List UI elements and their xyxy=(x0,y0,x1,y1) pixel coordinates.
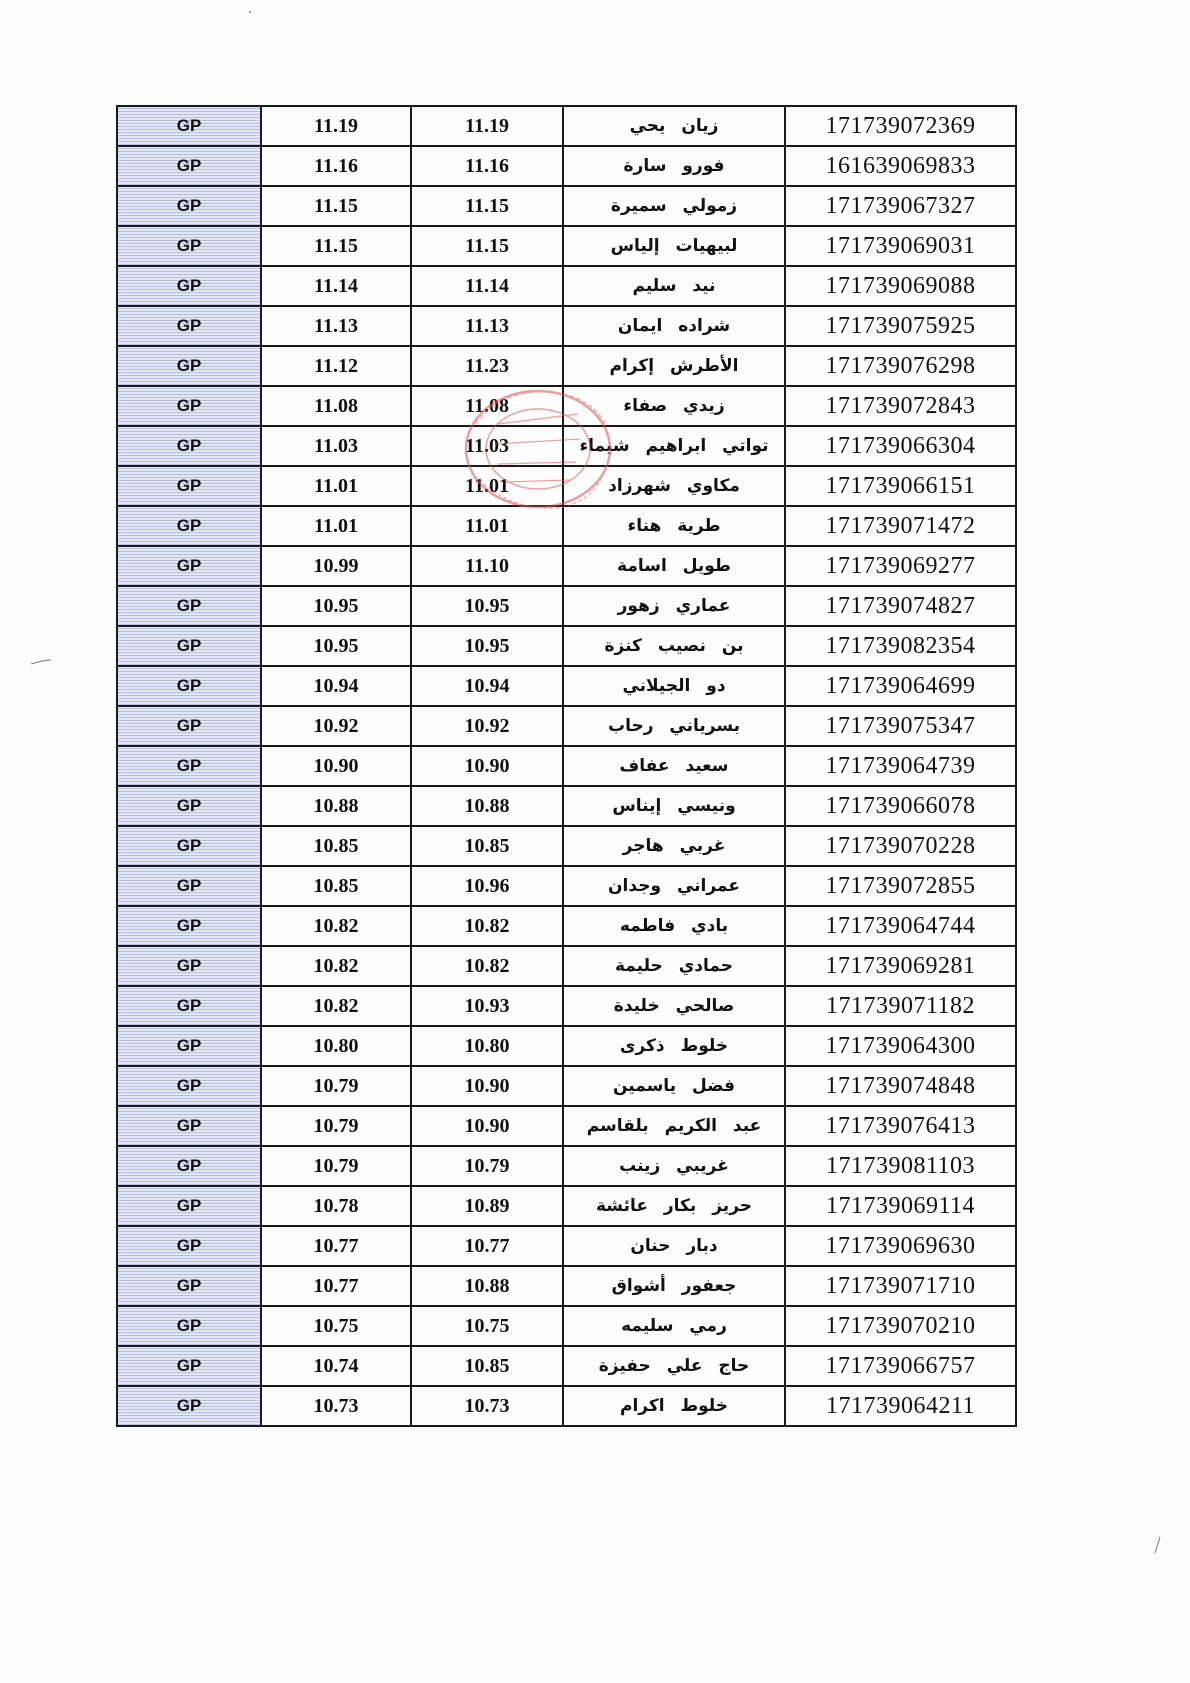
score-a-cell: 11.16 xyxy=(261,146,411,186)
table-row xyxy=(117,386,1016,426)
table-row xyxy=(117,466,1016,506)
status-cell: GP xyxy=(117,306,261,346)
score-b-cell: 11.01 xyxy=(411,466,563,506)
id-cell: 171739069630 xyxy=(785,1226,1016,1266)
status-cell: GP xyxy=(117,146,261,186)
score-a-cell: 10.79 xyxy=(261,1106,411,1146)
status-cell: GP xyxy=(117,826,261,866)
name-cell: صالحي خليدة xyxy=(563,986,785,1026)
status-cell: GP xyxy=(117,786,261,826)
table-row xyxy=(117,826,1016,866)
table-row xyxy=(117,146,1016,186)
score-a-cell: 10.78 xyxy=(261,1186,411,1226)
status-cell: GP xyxy=(117,1226,261,1266)
id-cell: 171739069281 xyxy=(785,946,1016,986)
status-cell: GP xyxy=(117,546,261,586)
score-b-cell: 10.94 xyxy=(411,666,563,706)
status-cell: GP xyxy=(117,346,261,386)
status-cell: GP xyxy=(117,466,261,506)
table-row xyxy=(117,786,1016,826)
score-a-cell: 11.19 xyxy=(261,106,411,146)
score-b-cell: 10.88 xyxy=(411,1266,563,1306)
id-cell: 171739074827 xyxy=(785,586,1016,626)
score-a-cell: 11.13 xyxy=(261,306,411,346)
score-a-cell: 10.73 xyxy=(261,1386,411,1426)
table-row xyxy=(117,1226,1016,1266)
id-cell: 171739067327 xyxy=(785,186,1016,226)
score-b-cell: 10.95 xyxy=(411,586,563,626)
id-cell: 171739072369 xyxy=(785,106,1016,146)
table-row xyxy=(117,986,1016,1026)
table-row xyxy=(117,506,1016,546)
id-cell: 171739066757 xyxy=(785,1346,1016,1386)
score-b-cell: 10.93 xyxy=(411,986,563,1026)
id-cell: 171739066078 xyxy=(785,786,1016,826)
score-a-cell: 11.12 xyxy=(261,346,411,386)
scan-artifact-right xyxy=(1152,1536,1162,1554)
table-row xyxy=(117,866,1016,906)
score-b-cell: 10.73 xyxy=(411,1386,563,1426)
score-b-cell: 11.03 xyxy=(411,426,563,466)
score-b-cell: 11.15 xyxy=(411,186,563,226)
name-cell: طرية هناء xyxy=(563,506,785,546)
status-cell: GP xyxy=(117,1146,261,1186)
status-cell: GP xyxy=(117,746,261,786)
name-cell: سعيد عفاف xyxy=(563,746,785,786)
status-cell: GP xyxy=(117,106,261,146)
table-row xyxy=(117,746,1016,786)
name-cell: ونيسي إيناس xyxy=(563,786,785,826)
name-cell: دو الجيلاني xyxy=(563,666,785,706)
id-cell: 171739072855 xyxy=(785,866,1016,906)
name-cell: رمي سليمه xyxy=(563,1306,785,1346)
name-cell: غربي هاجر xyxy=(563,826,785,866)
name-cell: دبار حنان xyxy=(563,1226,785,1266)
id-cell: 171739082354 xyxy=(785,626,1016,666)
id-cell: 171739070210 xyxy=(785,1306,1016,1346)
score-b-cell: 11.23 xyxy=(411,346,563,386)
score-b-cell: 10.95 xyxy=(411,626,563,666)
score-a-cell: 10.94 xyxy=(261,666,411,706)
score-b-cell: 11.13 xyxy=(411,306,563,346)
id-cell: 171739064699 xyxy=(785,666,1016,706)
score-b-cell: 11.19 xyxy=(411,106,563,146)
score-a-cell: 10.82 xyxy=(261,946,411,986)
score-a-cell: 10.80 xyxy=(261,1026,411,1066)
score-a-cell: 11.01 xyxy=(261,506,411,546)
name-cell: فورو سارة xyxy=(563,146,785,186)
table-row xyxy=(117,1066,1016,1106)
name-cell: خلوط ذكرى xyxy=(563,1026,785,1066)
score-a-cell: 10.95 xyxy=(261,586,411,626)
id-cell: 161639069833 xyxy=(785,146,1016,186)
score-a-cell: 11.08 xyxy=(261,386,411,426)
name-cell: زمولي سميرة xyxy=(563,186,785,226)
id-cell: 171739072843 xyxy=(785,386,1016,426)
id-cell: 171739071182 xyxy=(785,986,1016,1026)
score-a-cell: 10.88 xyxy=(261,786,411,826)
score-b-cell: 10.80 xyxy=(411,1026,563,1066)
status-cell: GP xyxy=(117,1386,261,1426)
score-a-cell: 10.85 xyxy=(261,866,411,906)
name-cell: شراده ايمان xyxy=(563,306,785,346)
table-row xyxy=(117,1306,1016,1346)
score-a-cell: 10.77 xyxy=(261,1266,411,1306)
score-b-cell: 10.90 xyxy=(411,746,563,786)
score-a-cell: 10.74 xyxy=(261,1346,411,1386)
id-cell: 171739076298 xyxy=(785,346,1016,386)
name-cell: بن نصيب كنزة xyxy=(563,626,785,666)
name-cell: عبد الكريم بلقاسم xyxy=(563,1106,785,1146)
score-a-cell: 10.99 xyxy=(261,546,411,586)
name-cell: لبيهيات إلياس xyxy=(563,226,785,266)
name-cell: الأطرش إكرام xyxy=(563,346,785,386)
table-row xyxy=(117,1346,1016,1386)
score-a-cell: 10.95 xyxy=(261,626,411,666)
table-row xyxy=(117,346,1016,386)
table-row xyxy=(117,1186,1016,1226)
id-cell: 171739066304 xyxy=(785,426,1016,466)
status-cell: GP xyxy=(117,866,261,906)
score-a-cell: 11.01 xyxy=(261,466,411,506)
score-a-cell: 10.92 xyxy=(261,706,411,746)
score-a-cell: 10.90 xyxy=(261,746,411,786)
name-cell: زيان يحي xyxy=(563,106,785,146)
name-cell: زيدي صفاء xyxy=(563,386,785,426)
status-cell: GP xyxy=(117,1186,261,1226)
id-cell: 171739071710 xyxy=(785,1266,1016,1306)
score-b-cell: 10.75 xyxy=(411,1306,563,1346)
score-b-cell: 11.14 xyxy=(411,266,563,306)
id-cell: 171739066151 xyxy=(785,466,1016,506)
id-cell: 171739069114 xyxy=(785,1186,1016,1226)
status-cell: GP xyxy=(117,1026,261,1066)
status-cell: GP xyxy=(117,1306,261,1346)
score-b-cell: 10.88 xyxy=(411,786,563,826)
score-b-cell: 10.96 xyxy=(411,866,563,906)
id-cell: 171739069031 xyxy=(785,226,1016,266)
score-b-cell: 11.16 xyxy=(411,146,563,186)
scan-artifact-left xyxy=(30,658,52,666)
status-cell: GP xyxy=(117,986,261,1026)
table-row xyxy=(117,706,1016,746)
score-b-cell: 10.77 xyxy=(411,1226,563,1266)
status-cell: GP xyxy=(117,706,261,746)
name-cell: جعفور أشواق xyxy=(563,1266,785,1306)
status-cell: GP xyxy=(117,1266,261,1306)
score-b-cell: 10.85 xyxy=(411,1346,563,1386)
table-row xyxy=(117,426,1016,466)
table-row xyxy=(117,266,1016,306)
score-b-cell: 10.82 xyxy=(411,906,563,946)
table-row xyxy=(117,1266,1016,1306)
score-a-cell: 10.85 xyxy=(261,826,411,866)
id-cell: 171739069088 xyxy=(785,266,1016,306)
table-row xyxy=(117,546,1016,586)
status-cell: GP xyxy=(117,906,261,946)
id-cell: 171739076413 xyxy=(785,1106,1016,1146)
score-b-cell: 10.92 xyxy=(411,706,563,746)
table-row xyxy=(117,106,1016,146)
status-cell: GP xyxy=(117,226,261,266)
name-cell: فضل ياسمين xyxy=(563,1066,785,1106)
scan-artifact-top xyxy=(248,10,252,14)
name-cell: طويل اسامة xyxy=(563,546,785,586)
results-table-body xyxy=(117,106,1016,1426)
table-row xyxy=(117,1386,1016,1426)
table-row xyxy=(117,306,1016,346)
score-b-cell: 10.82 xyxy=(411,946,563,986)
status-cell: GP xyxy=(117,586,261,626)
score-a-cell: 11.14 xyxy=(261,266,411,306)
status-cell: GP xyxy=(117,946,261,986)
name-cell: خلوط اكرام xyxy=(563,1386,785,1426)
score-a-cell: 11.15 xyxy=(261,186,411,226)
table-row xyxy=(117,226,1016,266)
table-row xyxy=(117,946,1016,986)
id-cell: 171739074848 xyxy=(785,1066,1016,1106)
status-cell: GP xyxy=(117,506,261,546)
name-cell: مكاوي شهرزاد xyxy=(563,466,785,506)
name-cell: بادي فاطمه xyxy=(563,906,785,946)
score-b-cell: 10.79 xyxy=(411,1146,563,1186)
name-cell: حمادي حليمة xyxy=(563,946,785,986)
id-cell: 171739081103 xyxy=(785,1146,1016,1186)
score-b-cell: 10.89 xyxy=(411,1186,563,1226)
id-cell: 171739064211 xyxy=(785,1386,1016,1426)
name-cell: تواتي ابراهيم شيماء xyxy=(563,426,785,466)
score-b-cell: 10.90 xyxy=(411,1066,563,1106)
name-cell: غريبي زينب xyxy=(563,1146,785,1186)
results-table xyxy=(116,105,1017,1427)
table-row xyxy=(117,666,1016,706)
score-b-cell: 10.90 xyxy=(411,1106,563,1146)
name-cell: بسرياني رحاب xyxy=(563,706,785,746)
table-row xyxy=(117,906,1016,946)
id-cell: 171739064739 xyxy=(785,746,1016,786)
score-a-cell: 10.79 xyxy=(261,1146,411,1186)
table-row xyxy=(117,186,1016,226)
table-row xyxy=(117,1026,1016,1066)
id-cell: 171739070228 xyxy=(785,826,1016,866)
status-cell: GP xyxy=(117,266,261,306)
table-row xyxy=(117,1106,1016,1146)
score-a-cell: 10.77 xyxy=(261,1226,411,1266)
id-cell: 171739075925 xyxy=(785,306,1016,346)
score-b-cell: 11.10 xyxy=(411,546,563,586)
status-cell: GP xyxy=(117,666,261,706)
table-row xyxy=(117,586,1016,626)
status-cell: GP xyxy=(117,186,261,226)
score-a-cell: 10.82 xyxy=(261,906,411,946)
score-a-cell: 11.15 xyxy=(261,226,411,266)
id-cell: 171739069277 xyxy=(785,546,1016,586)
id-cell: 171739071472 xyxy=(785,506,1016,546)
id-cell: 171739064300 xyxy=(785,1026,1016,1066)
score-b-cell: 10.85 xyxy=(411,826,563,866)
status-cell: GP xyxy=(117,626,261,666)
name-cell: حريز بكار عائشة xyxy=(563,1186,785,1226)
score-a-cell: 11.03 xyxy=(261,426,411,466)
status-cell: GP xyxy=(117,1346,261,1386)
name-cell: حاج علي حفيزة xyxy=(563,1346,785,1386)
score-b-cell: 11.01 xyxy=(411,506,563,546)
score-a-cell: 10.82 xyxy=(261,986,411,1026)
table-row xyxy=(117,626,1016,666)
status-cell: GP xyxy=(117,1106,261,1146)
score-a-cell: 10.75 xyxy=(261,1306,411,1346)
status-cell: GP xyxy=(117,426,261,466)
table-row xyxy=(117,1146,1016,1186)
status-cell: GP xyxy=(117,386,261,426)
score-b-cell: 11.08 xyxy=(411,386,563,426)
name-cell: نيد سليم xyxy=(563,266,785,306)
name-cell: عماري زهور xyxy=(563,586,785,626)
status-cell: GP xyxy=(117,1066,261,1106)
score-a-cell: 10.79 xyxy=(261,1066,411,1106)
name-cell: عمراني وجدان xyxy=(563,866,785,906)
id-cell: 171739064744 xyxy=(785,906,1016,946)
score-b-cell: 11.15 xyxy=(411,226,563,266)
id-cell: 171739075347 xyxy=(785,706,1016,746)
